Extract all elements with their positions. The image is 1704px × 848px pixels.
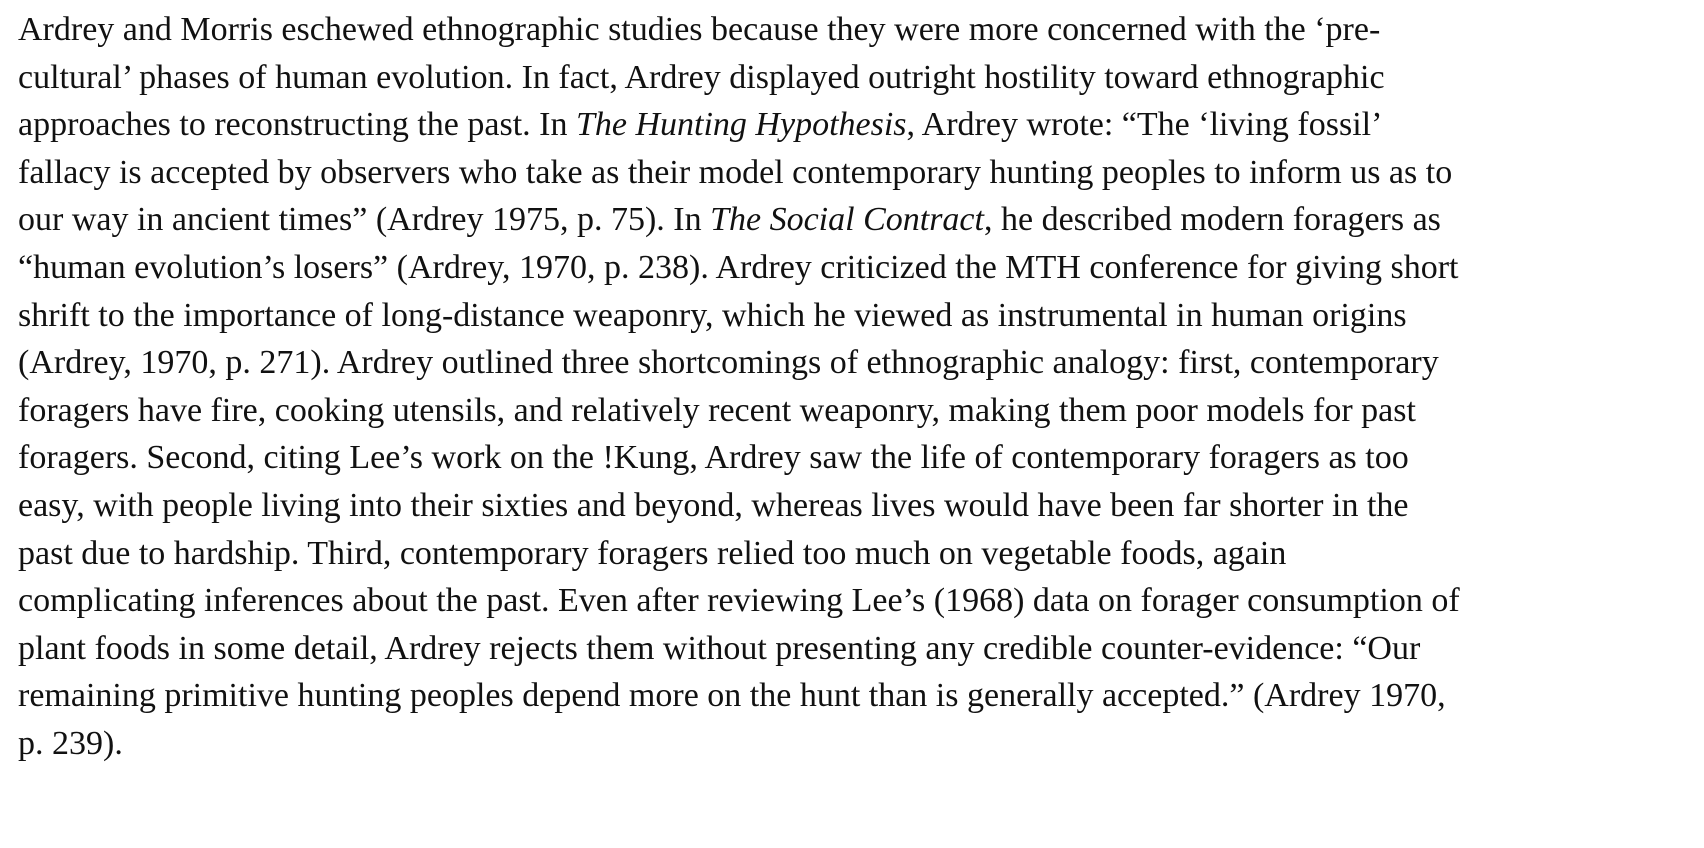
document-body — [18, 6, 1698, 768]
text-segment: cultural’ phases of human evolution. In fact, Ardrey displayed outright hostility toward ethnographic — [18, 58, 1385, 96]
text-line — [18, 530, 1698, 578]
text-line — [18, 577, 1698, 625]
text-segment: Ardrey and Morris eschewed ethnographic studies because they were more concerned with the ‘pre- — [18, 11, 1381, 48]
text-segment: foragers have fire, cooking utensils, and relatively recent weaponry, making them poor models for past — [18, 391, 1416, 429]
text-line — [18, 149, 1698, 197]
text-line — [18, 482, 1698, 530]
text-segment: complicating inferences about the past. Even after reviewing Lee’s (1968) data on forager consumption of — [18, 582, 1460, 620]
text-segment: (Ardrey, 1970, p. 271). Ardrey outlined three shortcomings of ethnographic analogy: first, contemporary — [18, 344, 1439, 382]
text-line — [18, 339, 1698, 387]
text-line — [18, 292, 1698, 340]
text-segment: , he described modern foragers as — [983, 201, 1441, 239]
text-line — [18, 6, 1698, 54]
text-line — [18, 54, 1698, 102]
text-line — [18, 387, 1698, 435]
text-segment: approaches to reconstructing the past. In — [18, 106, 576, 144]
text-segment: , Ardrey wrote: “The ‘living fossil’ — [906, 106, 1383, 144]
italic-title: The Hunting Hypothesis — [575, 106, 907, 144]
text-segment: foragers. Second, citing Lee’s work on the !Kung, Ardrey saw the life of contemporary foragers as too — [18, 439, 1409, 477]
text-line — [18, 196, 1698, 244]
text-line — [18, 101, 1698, 149]
text-line — [18, 434, 1698, 482]
text-segment: plant foods in some detail, Ardrey rejects them without presenting any credible counter-evidence: “Our — [18, 629, 1421, 667]
text-segment: easy, with people living into their sixties and beyond, whereas lives would have been far shorter in the — [18, 486, 1409, 524]
text-line — [18, 672, 1698, 720]
text-segment: remaining primitive hunting peoples depend more on the hunt than is generally accepted.” (Ardrey 1970, — [18, 677, 1446, 715]
text-line — [18, 625, 1698, 673]
text-segment: fallacy is accepted by observers who take as their model contemporary hunting peoples to inform us as to — [18, 153, 1453, 191]
text-line — [18, 244, 1698, 292]
italic-title: The Social Contract — [710, 201, 984, 239]
paragraph — [18, 6, 1698, 768]
text-segment: our way in ancient times” (Ardrey 1975, p. 75). In — [18, 201, 711, 239]
text-line — [18, 720, 1698, 768]
text-segment: “human evolution’s losers” (Ardrey, 1970, p. 238). Ardrey criticized the MTH conference for giving short — [18, 248, 1459, 286]
text-segment: p. 239). — [18, 724, 123, 762]
text-segment: past due to hardship. Third, contemporary foragers relied too much on vegetable foods, again — [18, 534, 1287, 572]
text-segment: shrift to the importance of long-distance weaponry, which he viewed as instrumental in human origins — [18, 296, 1407, 334]
